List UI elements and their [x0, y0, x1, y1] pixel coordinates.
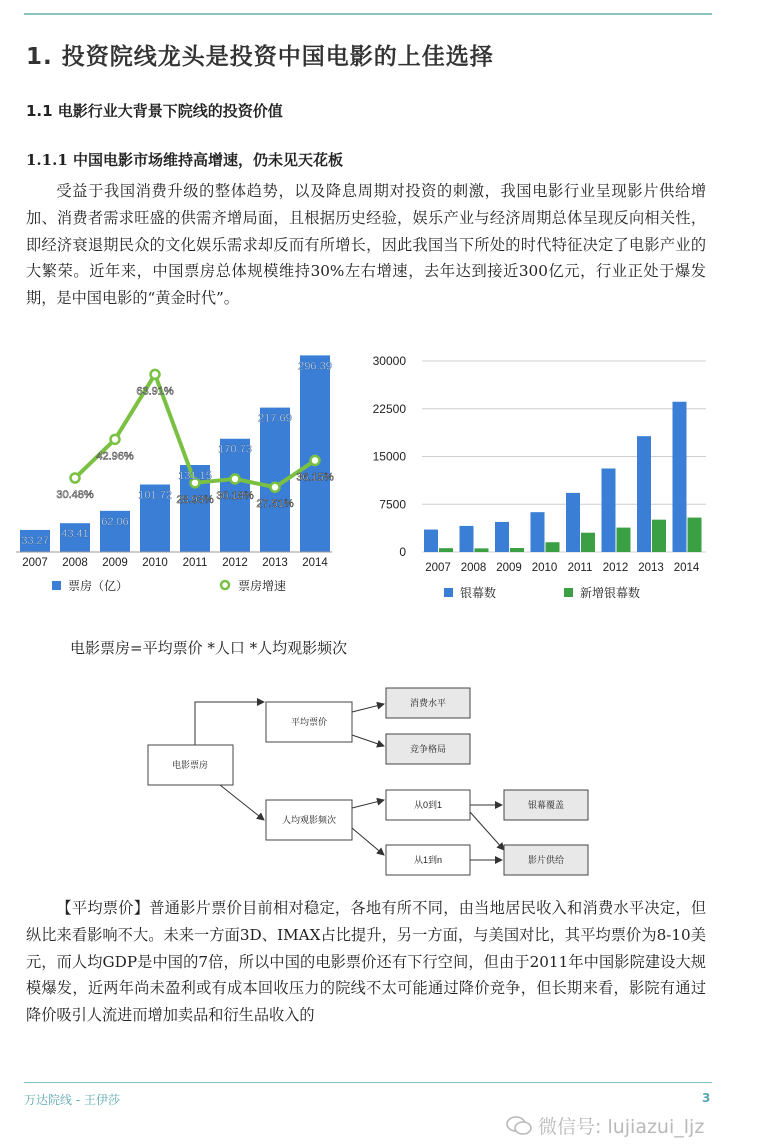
- wechat-icon: [506, 1116, 532, 1136]
- heading-1: 1. 投资院线龙头是投资中国电影的上佳选择: [26, 44, 494, 70]
- bar-box-office-2014: [300, 355, 330, 552]
- bar-new-screens-2010: [546, 542, 560, 552]
- bar-label-2009: 62.06: [101, 515, 129, 528]
- svg-text:电影票房: 电影票房: [171, 760, 209, 770]
- x-tick-2014: 2014: [673, 562, 700, 574]
- svg-text:从1到n: 从1到n: [413, 855, 443, 865]
- diagram-node-1ton: [386, 845, 470, 875]
- y-tick-15000: 15000: [372, 449, 406, 464]
- paragraph-avg-price: [26, 895, 706, 1029]
- paragraph-avg-price-text: 【平均票价】普通影片票价目前相对稳定，各地有所不同，由当地居民收入和消费水平决定，但纵比来看影响不大。未来一方面3D、IMAX占比提升，另一方面，与美国对比，其平均票价为8-10美元，而人均GDP是中国的7倍，所以中国的电影票价还有下行空间，但由于2011年中国影院建设大规模爆发，近两年尚未盈利或有成本回收压力的院线不太可能通过降价竞争，但长期来看，影院有通过降价吸引人流进而增加卖品和衍生品收入的: [26, 899, 706, 1025]
- x-tick-2010: 2010: [142, 557, 168, 569]
- x-tick-2011: 2011: [182, 557, 208, 569]
- box-office-diagram: [140, 680, 610, 880]
- svg-text:消费水平: 消费水平: [409, 698, 447, 708]
- growth-point-2012: [231, 474, 240, 483]
- arrow-price-competition: [352, 735, 384, 746]
- legend-swatch-new-screens: [564, 588, 573, 597]
- diagram-node-consumption: [386, 688, 470, 718]
- bar-screens-2010: [531, 512, 545, 552]
- bar-label-2013: 217.69: [258, 412, 292, 425]
- growth-label-2013: 27.51%: [256, 498, 294, 511]
- y-tick-22500: 22500: [372, 401, 406, 416]
- bar-screens-2008: [460, 526, 474, 552]
- bar-screens-2012: [602, 468, 616, 552]
- paragraph-intro-text: 受益于我国消费升级的整体趋势，以及降息周期对投资的刺激，我国电影行业呈现影片供给增加、消费者需求旺盛的供需齐增局面，且根据历史经验，娱乐产业与经济周期总体呈现反向相关性，即经济衰退期民众的文化娱乐需求却反而有所增长，因此我国当下所处的时代特征决定了电影产业的大繁荣。近年来，中国票房总体规模维持30%左右增速，去年达到接近300亿元，行业正处于爆发期，是中国电影的“黄金时代”。: [26, 182, 706, 308]
- svg-text:竞争格局: 竞争格局: [409, 744, 447, 754]
- x-tick-2013: 2013: [638, 562, 664, 574]
- box-office-chart: [10, 345, 345, 605]
- wechat-watermark: [506, 1112, 704, 1139]
- footer-source: 万达院线 - 王伊莎: [24, 1093, 120, 1107]
- x-tick-2007: 2007: [22, 557, 48, 569]
- legend-label-growth: 票房增速: [238, 579, 287, 593]
- legend-label-screens: 银幕数: [460, 586, 497, 600]
- diagram-node-avg-price: [266, 702, 352, 742]
- x-tick-2012: 2012: [222, 557, 248, 569]
- x-tick-2014: 2014: [302, 557, 328, 569]
- top-rule: [24, 13, 712, 15]
- watermark-text: 微信号: lujiazui_ljz: [538, 1116, 705, 1138]
- legend-swatch-growth: [221, 581, 229, 589]
- x-tick-2013: 2013: [262, 557, 288, 569]
- x-tick-2012: 2012: [602, 562, 629, 574]
- diagram-node-screen-cover: [504, 790, 588, 820]
- svg-text:从0到1: 从0到1: [413, 800, 443, 810]
- growth-point-2010: [151, 370, 160, 379]
- diagram-node-frequency: [266, 800, 352, 840]
- growth-label-2014: 36.15%: [296, 471, 334, 484]
- growth-point-2014: [311, 456, 320, 465]
- growth-label-2009: 42.96%: [96, 450, 134, 463]
- x-tick-2008: 2008: [62, 557, 88, 569]
- diagram-node-0to1: [386, 790, 470, 820]
- growth-point-2009: [111, 435, 120, 444]
- growth-label-2012: 30.18%: [216, 489, 254, 502]
- y-tick-30000: 30000: [372, 354, 406, 368]
- footer-rule: [24, 1082, 712, 1083]
- bar-new-screens-2014: [688, 518, 702, 552]
- arrow-root-freq: [220, 785, 264, 820]
- bar-label-2007: 33.27: [21, 534, 49, 547]
- heading-2: 1.1 电影行业大背景下院线的投资价值: [26, 102, 283, 120]
- heading-3: 1.1.1 中国电影市场维持高增速，仍未见天花板: [26, 151, 343, 169]
- y-tick-0: 0: [399, 545, 406, 559]
- arrow-freq-0to1: [352, 800, 384, 808]
- bar-new-screens-2009: [510, 548, 524, 552]
- x-tick-2009: 2009: [496, 562, 522, 574]
- x-tick-2009: 2009: [102, 557, 128, 569]
- x-tick-2011: 2011: [567, 562, 593, 574]
- bar-new-screens-2013: [652, 520, 666, 552]
- y-tick-7500: 7500: [379, 497, 406, 512]
- arrow-price-consumption: [352, 704, 384, 712]
- arrow-root-price: [195, 702, 264, 745]
- arrow-0to1-supply: [470, 812, 504, 850]
- bar-screens-2011: [566, 493, 580, 552]
- growth-label-2010: 63.91%: [136, 385, 174, 398]
- legend-label-box-office: 票房（亿）: [68, 579, 129, 593]
- diagram-node-root: [148, 745, 233, 785]
- diagram-node-competition: [386, 734, 470, 764]
- page-number: 3: [702, 1091, 711, 1105]
- growth-label-2011: 28.93%: [176, 493, 214, 506]
- bar-label-2010: 101.72: [138, 489, 172, 502]
- bar-screens-2007: [424, 530, 438, 552]
- x-tick-2010: 2010: [531, 562, 558, 574]
- svg-text:银幕覆盖: 银幕覆盖: [527, 800, 565, 810]
- bar-new-screens-2011: [581, 533, 595, 552]
- bar-new-screens-2012: [617, 528, 631, 552]
- diagram-node-film-supply: [504, 845, 588, 875]
- bar-label-2011: 131.15: [178, 470, 212, 483]
- bar-screens-2009: [495, 522, 509, 552]
- x-tick-2007: 2007: [425, 562, 451, 574]
- screens-chart: [360, 345, 710, 605]
- growth-point-2013: [271, 483, 280, 492]
- bar-new-screens-2007: [439, 548, 453, 552]
- bar-label-2012: 170.73: [218, 443, 252, 456]
- svg-text:人均观影频次: 人均观影频次: [281, 815, 337, 825]
- legend-swatch-box-office: [52, 581, 61, 590]
- paragraph-intro: [26, 178, 706, 312]
- growth-label-2008: 30.48%: [56, 489, 94, 502]
- bar-label-2008: 43.41: [61, 528, 89, 541]
- bar-new-screens-2008: [475, 548, 489, 552]
- svg-text:平均票价: 平均票价: [290, 717, 328, 727]
- legend-label-new-screens: 新增银幕数: [580, 586, 641, 600]
- box-office-formula: 电影票房=平均票价 *人口 *人均观影频次: [70, 639, 348, 657]
- arrow-freq-1ton: [352, 828, 384, 855]
- growth-point-2008: [71, 474, 80, 483]
- bar-screens-2014: [673, 402, 687, 552]
- bar-screens-2013: [637, 436, 651, 552]
- x-tick-2008: 2008: [460, 562, 487, 574]
- legend-swatch-screens: [444, 588, 453, 597]
- svg-text:影片供给: 影片供给: [527, 855, 565, 865]
- bar-label-2014: 296.39: [298, 360, 332, 373]
